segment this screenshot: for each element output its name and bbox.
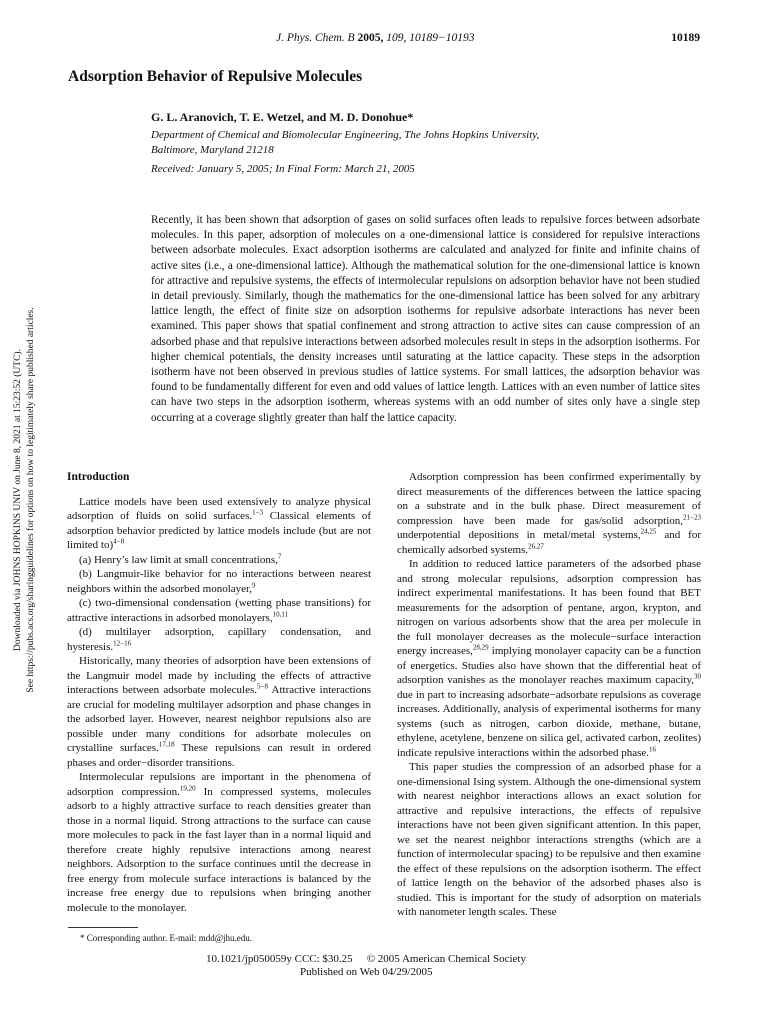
body-paragraph-4: Adsorption compression has been confirmed experimentally by direct measurements of the differences between the lattice spacing on a substrate and in the bulk phase. Direct measurement of compression have been made for gas/solid adsorption,$^{21-23}$ underpotential depositions in metal/metal systems,$^{24,25}$ and for chemically adsorbed systems.$^{26,27}$ [397,471,701,556]
received-dates: Received: January 5, 2005; In Final Form: March 21, 2005 [151,163,415,175]
citation: 7 [277,551,282,560]
body-paragraph-5: In addition to reduced lattice parameters of the adsorbed phase and strong molecular repulsions, adsorption compression has indirect experimental manifestations. It has been found that BET measurements for the adsorption of pentane, argon, krypton, and nitrogen on various adsorbents show that the area per molecule in the full monolayer decreases as the molecule−surface interaction energy increases,$^{28,29}$ implying monolayer capacity can be a function of energetics. Studies also have shown that the differential heat of adsorption vanishes as the monolayer reaches maximum capacity,$^{30}$ due in part to increasing adsorbate−adsorbate repulsions as coverage increases. Additionally, analysis of experimental isotherms for many systems (such as nitrogen, carbon dioxide, methane, butane, ethylene, acetylene, benzene on silica gel, activated carbon, zeolites) indicate repulsive interactions within the adsorbed phase.$^{16}$ [397,558,702,759]
affiliation-line-2: Baltimore, Maryland 21218 [151,144,274,156]
published-date: Published on Web 04/29/2005 [300,966,433,978]
citation: 16 [649,744,657,753]
right-column [397,470,701,920]
affiliation-line-1: Department of Chemical and Biomolecular Engineering, The Johns Hopkins University, [151,129,540,141]
corresponding-author-footnote: * Corresponding author. E-mail: mdd@jhu.edu. [80,933,253,943]
running-header [276,32,474,44]
list-item-b: (b) Langmuir-like behavior for no interactions between nearest neighbors within the adsorbed monolayer,$^9$ [67,568,371,595]
intro-paragraph-2: Historically, many theories of adsorption have been extensions of the Langmuir model made by including the effects of attractive interactions between adsorbate molecules.$^{5-8}$ Attractive interactions are crucial for modeling multilayer adsorption and phase changes in the adsorbed layer. However, nearest neighbor repulsions also are possible under many conditions for adsorbate molecules on crystalline surfaces.$^{17,18}$ These repulsions can result in ordered phases and order−disorder transitions. [67,655,371,769]
journal-volume: 109, [386,32,407,44]
footer-doi-line [206,953,596,965]
footnote-rule [68,927,138,928]
sidebar-download-line: Downloaded via JOHNS HOPKINS UNIV on June 8, 2021 at 15:23:52 (UTC). [13,349,23,651]
journal-year: 2005, [357,32,384,44]
citation: 5−8 [257,682,268,691]
citation: 1−3 [252,508,264,517]
citation: 9 [252,580,256,589]
citation: 30 [694,672,701,681]
left-column [67,470,371,915]
intro-paragraph-3: Intermolecular repulsions are important in the phenomena of adsorption compression.$^{19,20}$ In compressed systems, molecules adsorb to a highly attractive surface to reach densities greater than those in a normal liquid. Strong attractions to the surface can cause more molecules to pack in the fast layer than in a normal liquid and therefore create highly repulsive interactions among nearest neighbors. Adsorption to the surface continues until the decrease in free energy from molecule surface interactions is balanced by the increase free energy due to repulsions when bringing another molecule to the monolayer. [67,771,371,914]
article-authors: G. L. Aranovich, T. E. Wetzel, and M. D. Donohue* [151,110,414,124]
body-paragraph-6: This paper studies the compression of an adsorbed phase for a one-dimensional Ising system. Although the one-dimensional system with nearest neighbor interactions allows an exact solution for attractive and repulsive interactions, the effects of repulsive interactions have not been given significant attention. In this paper, we set the nearest neighbor interactions strengths (which are a function of intermolecular spacing) to be repulsive and then examine the effect of these repulsions on the adsorption isotherm. The effect of lattice length on the behavior of the adsorbed phases also is studied. This is important for the study of adsorption on materials with nanometer length scales. These [397,761,701,918]
citation: 21−23 [683,512,701,521]
doi-price: 10.1021/jp050059y CCC: $30.25 [206,953,353,965]
citation: 26,27 [528,541,544,550]
affiliation [151,128,611,158]
citation: 19,20 [179,783,196,792]
list-item-a: (a) Henry’s law limit at small concentrations,$^7$ [79,551,282,566]
page-number: 10189 [671,32,700,44]
citation: 17,18 [158,740,175,749]
list-item-c: (c) two-dimensional condensation (wetting phase transitions) for attractive interactions in adsorbed monolayers,$^{10,11}$ [67,597,371,624]
journal-name: J. Phys. Chem. B [276,32,355,44]
download-sidebar [12,295,40,705]
sidebar-guidelines-line: See https://pubs.acs.org/sharingguidelines for options on how to legitimately share published articles. [26,307,36,693]
article-title: Adsorption Behavior of Repulsive Molecules [68,68,363,85]
section-heading-introduction: Introduction [67,471,130,483]
citation: 12−16 [113,638,132,647]
copyright: © 2005 American Chemical Society [366,953,526,965]
citation: 24,25 [640,527,657,536]
list-item-d: (d) multilayer adsorption, capillary condensation, and hysteresis.$^{12-16}$ [67,626,371,653]
intro-paragraph-1: Lattice models have been used extensively to analyze physical adsorption of fluids on solid surfaces.$^{1-3}$ Classical elements of adsorption behavior predicted by lattice models include (but are not limited to)$^{4-8}$ [67,495,371,551]
citation: 4−8 [113,537,125,546]
abstract: Recently, it has been shown that adsorption of gases on solid surfaces often leads to repulsive forces between adsorbate molecules. In this paper, adsorption of molecules on a one-dimensional lattice is considered for repulsive interactions between adsorbate molecules. Exact adsorption isotherms are calculated and analyzed for finite and infinite chains of active sites (i.e., a one-dimensional lattice). Although the mathematical solution for the one-dimensional lattice is known for attractive and repulsive systems, the effects of intermolecular repulsions on adsorption behavior have not been studied in detail previously. Similarly, though the mathematics for the one-dimensional lattice has been solved for any arbitrary lattice length, the effect of finite size on adsorption isotherms for repulsive adsorbate interactions has never been examined. This paper shows that spatial confinement and strong attraction to active sites can cause compression of an adsorbed phase and that repulsive interactions between adsorbed molecules result in steps in the adsorption isotherms. For higher chemical potentials, the density increases until saturating at the lattice capacity. These steps in the adsorption isotherm have not been observed in previous studies of lattice systems. For small lattices, the adsorption behavior was found to be fundamentally different for even and odd values of lattice length. Lattices with an even number of lattice sites can have two steps in the adsorption isotherm, whereas systems with an odd number of sites only have a single step occurring at a coverage slightly greater than half the lattice capacity. [151,214,700,424]
journal-pages: 10189−10193 [409,32,475,44]
citation: 28,29 [472,643,489,652]
citation: 10,11 [272,609,289,618]
